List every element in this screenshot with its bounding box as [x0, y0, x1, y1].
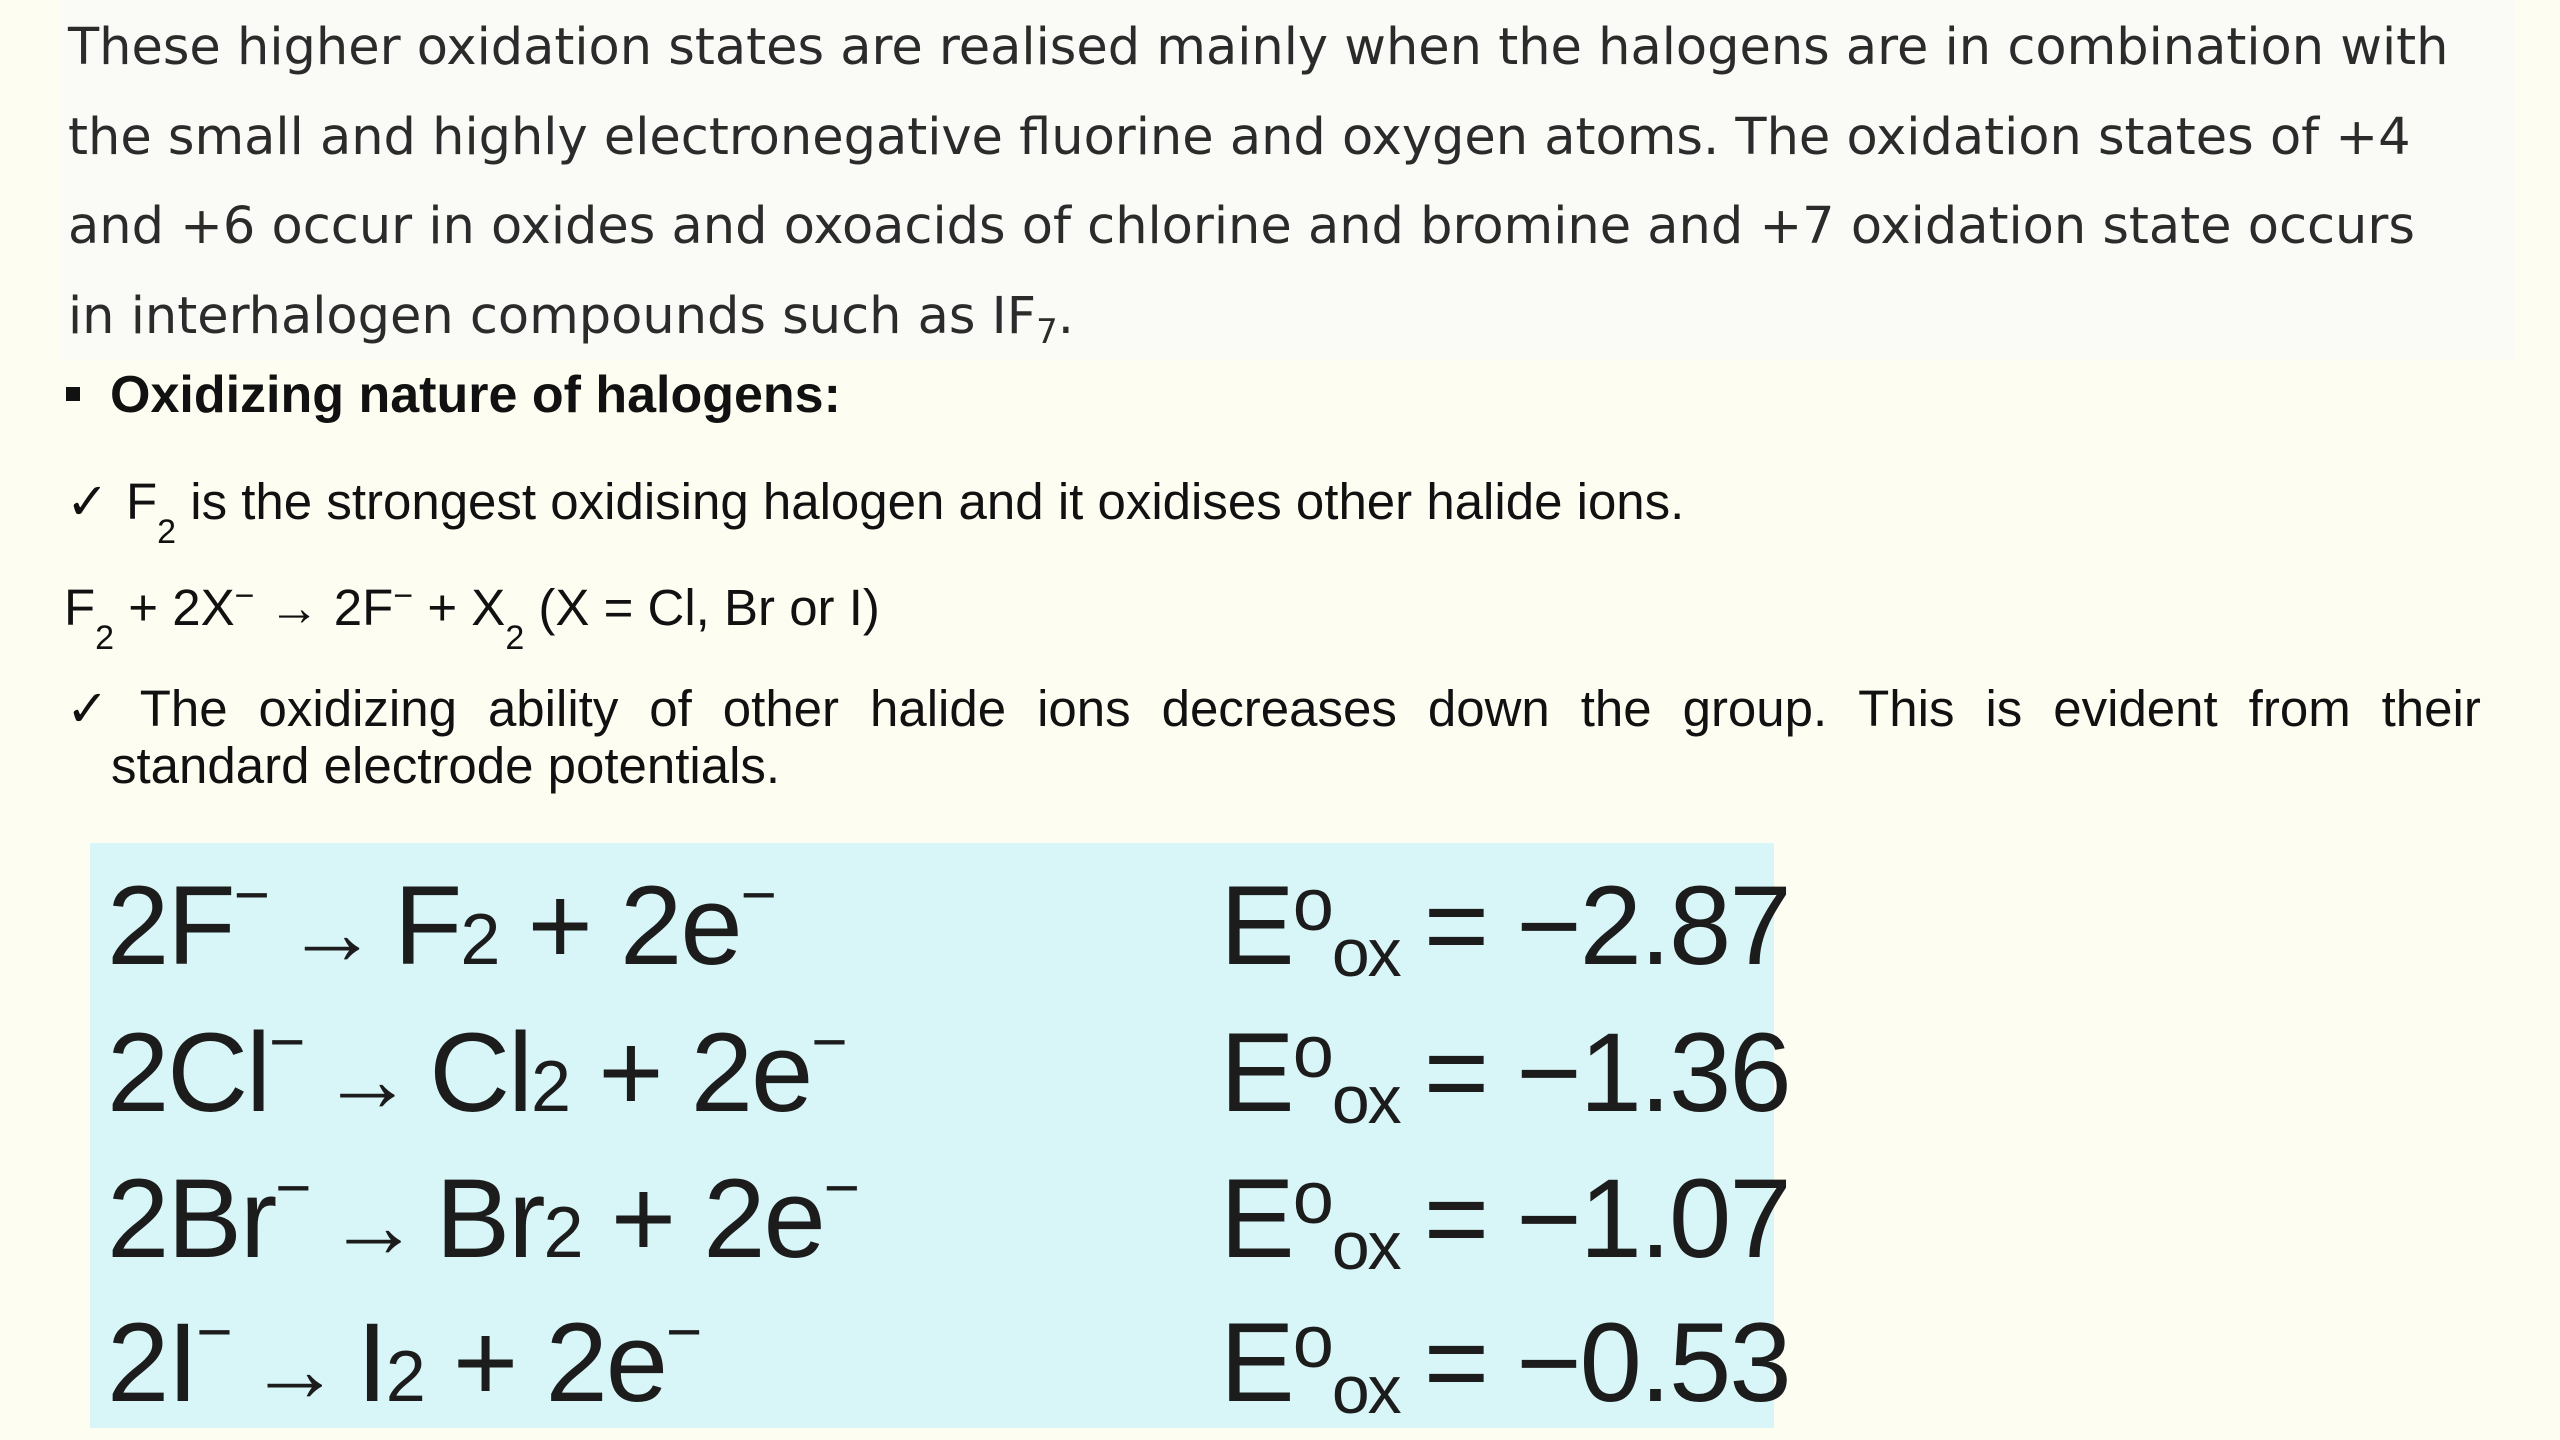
- intro-paragraph: [60, 0, 2515, 360]
- electrons: + 2e: [452, 1300, 667, 1425]
- arrow-right-icon: →: [321, 1029, 412, 1131]
- electrode-potential: [1220, 861, 1790, 990]
- point1-text: is the strongest oxidising halogen and it oxidises other halide ions.: [176, 473, 1685, 530]
- ion-charge: −: [269, 1008, 304, 1077]
- word: of: [649, 680, 692, 737]
- point2-line-2: standard electrode potentials.: [111, 737, 781, 794]
- section-heading: [66, 365, 841, 425]
- product: F: [393, 863, 461, 988]
- intro-line-4: [68, 287, 1074, 352]
- word: down: [1427, 680, 1550, 737]
- product: Cl: [429, 1010, 532, 1135]
- potential-symbol: E: [1220, 1156, 1293, 1281]
- ion: 2F: [107, 863, 234, 988]
- section-heading-text: Oxidizing nature of halogens:: [110, 366, 841, 424]
- checkmark-icon: ✓: [66, 680, 109, 737]
- word: halide: [869, 680, 1007, 737]
- arrow-right-icon: →: [285, 882, 376, 984]
- reaction-equation: [64, 577, 880, 657]
- word: their: [2381, 680, 2481, 737]
- intro-subscript: 7: [1036, 312, 1058, 352]
- potential-value: = −1.36: [1423, 1010, 1790, 1135]
- word: decreases: [1161, 680, 1397, 737]
- intro-line-2: the small and highly electronegative fluorine and oxygen atoms. The oxidation states of +4: [68, 108, 2411, 167]
- standard-degree: o: [1292, 1010, 1332, 1093]
- standard-degree: o: [1292, 863, 1332, 946]
- ion-charge: −: [233, 861, 268, 930]
- electron-charge: −: [740, 861, 775, 930]
- word: is: [1985, 680, 2023, 737]
- potential-value: = −0.53: [1423, 1300, 1790, 1425]
- reaction-sup-1: −: [234, 577, 255, 615]
- equation-row-iodine: [90, 1298, 1790, 1438]
- half-reaction: [107, 1154, 858, 1283]
- equation-row-chlorine: [90, 1008, 1790, 1148]
- ion-charge: −: [196, 1298, 231, 1367]
- word: This: [1858, 680, 1955, 737]
- intro-line-1: These higher oxidation states are realised mainly when the halogens are in combination with: [68, 18, 2449, 77]
- product: I: [356, 1300, 386, 1425]
- ion-charge: −: [275, 1154, 310, 1223]
- reaction-condition: (X = Cl, Br or I): [524, 579, 880, 636]
- half-reaction: [107, 861, 775, 990]
- ion: 2Br: [107, 1156, 276, 1281]
- ox-subscript: ox: [1331, 1352, 1400, 1428]
- word: other: [722, 680, 840, 737]
- point-oxidizing-ability: [66, 680, 2481, 794]
- potential-value: = −2.87: [1423, 863, 1790, 988]
- electrons: + 2e: [598, 1010, 812, 1135]
- f2-symbol: F: [126, 473, 158, 530]
- product: Br: [435, 1156, 544, 1281]
- electron-charge: −: [666, 1298, 701, 1367]
- product-subscript: 2: [543, 1193, 582, 1273]
- point-f2-strongest: [66, 472, 1685, 551]
- intro-line-3: and +6 occur in oxides and oxoacids of chlorine and bromine and +7 oxidation state occurs: [68, 197, 2415, 256]
- f2-subscript: 2: [157, 513, 177, 551]
- ox-subscript: ox: [1331, 915, 1400, 991]
- reaction-2x: + 2X: [114, 579, 235, 636]
- arrow-right-icon: →: [327, 1175, 418, 1277]
- word: the: [1580, 680, 1652, 737]
- word: evident: [2053, 680, 2218, 737]
- reaction-sub-1: 2: [95, 619, 115, 657]
- reaction-x: + X: [413, 579, 506, 636]
- word: ions: [1037, 680, 1131, 737]
- arrow-right-icon: →: [248, 1319, 339, 1421]
- checkmark-icon: ✓: [66, 473, 109, 530]
- electrode-potentials-box: [90, 843, 1790, 1428]
- electrons: + 2e: [610, 1156, 824, 1281]
- word: oxidizing: [258, 680, 457, 737]
- standard-degree: o: [1292, 1300, 1332, 1383]
- potential-symbol: E: [1220, 1010, 1293, 1135]
- word: group.: [1682, 680, 1828, 737]
- reaction-f: F: [64, 579, 96, 636]
- electrode-potential: [1220, 1008, 1790, 1137]
- electrons: + 2e: [527, 863, 741, 988]
- word: from: [2248, 680, 2351, 737]
- intro-period: .: [1057, 287, 1074, 346]
- electrode-potential: [1220, 1298, 1790, 1427]
- electrode-potential: [1220, 1154, 1790, 1283]
- half-reaction: [107, 1298, 700, 1427]
- reaction-sub-2: 2: [505, 619, 525, 657]
- standard-degree: o: [1292, 1156, 1332, 1239]
- electron-charge: −: [823, 1154, 859, 1223]
- electron-charge: −: [811, 1008, 846, 1077]
- product-subscript: 2: [531, 1047, 570, 1127]
- reaction-2f: → 2F: [254, 579, 394, 636]
- point2-line-1: [66, 680, 2481, 737]
- potential-symbol: E: [1220, 1300, 1293, 1425]
- word: The: [139, 680, 228, 737]
- intro-line-4-text: in interhalogen compounds such as IF: [68, 287, 1037, 346]
- potential-value: = −1.07: [1423, 1156, 1790, 1281]
- reaction-sup-2: −: [393, 577, 414, 615]
- potential-symbol: E: [1220, 863, 1293, 988]
- equation-row-bromine: [90, 1154, 1790, 1294]
- square-bullet-icon: [66, 387, 80, 401]
- ion: 2I: [107, 1300, 197, 1425]
- word: ability: [487, 680, 619, 737]
- ion: 2Cl: [107, 1010, 270, 1135]
- ox-subscript: ox: [1331, 1062, 1400, 1138]
- equation-row-fluorine: [90, 861, 1790, 1001]
- product-subscript: 2: [385, 1337, 424, 1417]
- half-reaction: [107, 1008, 846, 1137]
- product-subscript: 2: [460, 900, 499, 980]
- ox-subscript: ox: [1331, 1208, 1400, 1284]
